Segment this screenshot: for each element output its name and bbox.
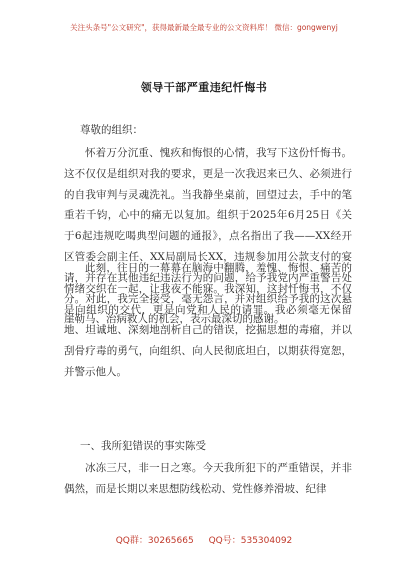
paragraph-1: 怀着万分沉重、愧疚和悔恨的心情，我写下这份忏悔书。这不仅仅是组织对我的要求，更是一次我迟来已久、必须进行的自我审判与灵魂洗礼。当我静坐桌前，回望过去，手中的笔重若千钧，心中的痛无以复加。组织于2025年6月25日《关于6起违规吃喝典型问题的通报》，点名指出了我——XX经开区管委会副主任、XX局副局长XX，违规参加用公款支付的宴请，并存在其他违纪违法行为的问题，给予我党内严重警告处分。对此，我完全接受，毫无怨言，并对组织给予我的这次悬崖勒马、治病救人的机会，表示最深切的感谢。 — [64, 147, 352, 326]
document-title: 领导干部严重违纪忏悔书 — [140, 81, 268, 94]
paragraph-3: 冰冻三尺，非一日之寒。今天我所犯下的严重错误，并非偶然，而是长期以来思想防线松动、党性修养滑坡、纪律 — [64, 462, 352, 495]
contact-footer — [0, 533, 408, 546]
promo-header: 关注头条号"公文研究"，获得最新最全最专业的公文资料库！ 微信：gongwenyj — [70, 23, 338, 32]
salutation: 尊敬的组织： — [80, 124, 143, 136]
paragraph-2: 此刻，往日的一幕幕在脑海中翻腾，羞愧、悔恨、痛苦的情绪交织在一起，让我夜不能寐。我深知，这封忏悔书，不仅是向组织的交代，更是向党和人民的请罪。我必须毫无保留地、坦诚地、深刻地剖析自己的错误，挖掘思想的毒瘤，并以刮骨疗毒的勇气，向组织、向人民彻底坦白，以期获得宽恕，并警示他人。 — [64, 262, 352, 378]
section-heading: 一、我所犯错误的事实陈受 — [80, 440, 206, 452]
qq-group: QQ群：30265665 — [115, 536, 194, 546]
qq-number: QQ号：535304092 — [208, 536, 293, 546]
